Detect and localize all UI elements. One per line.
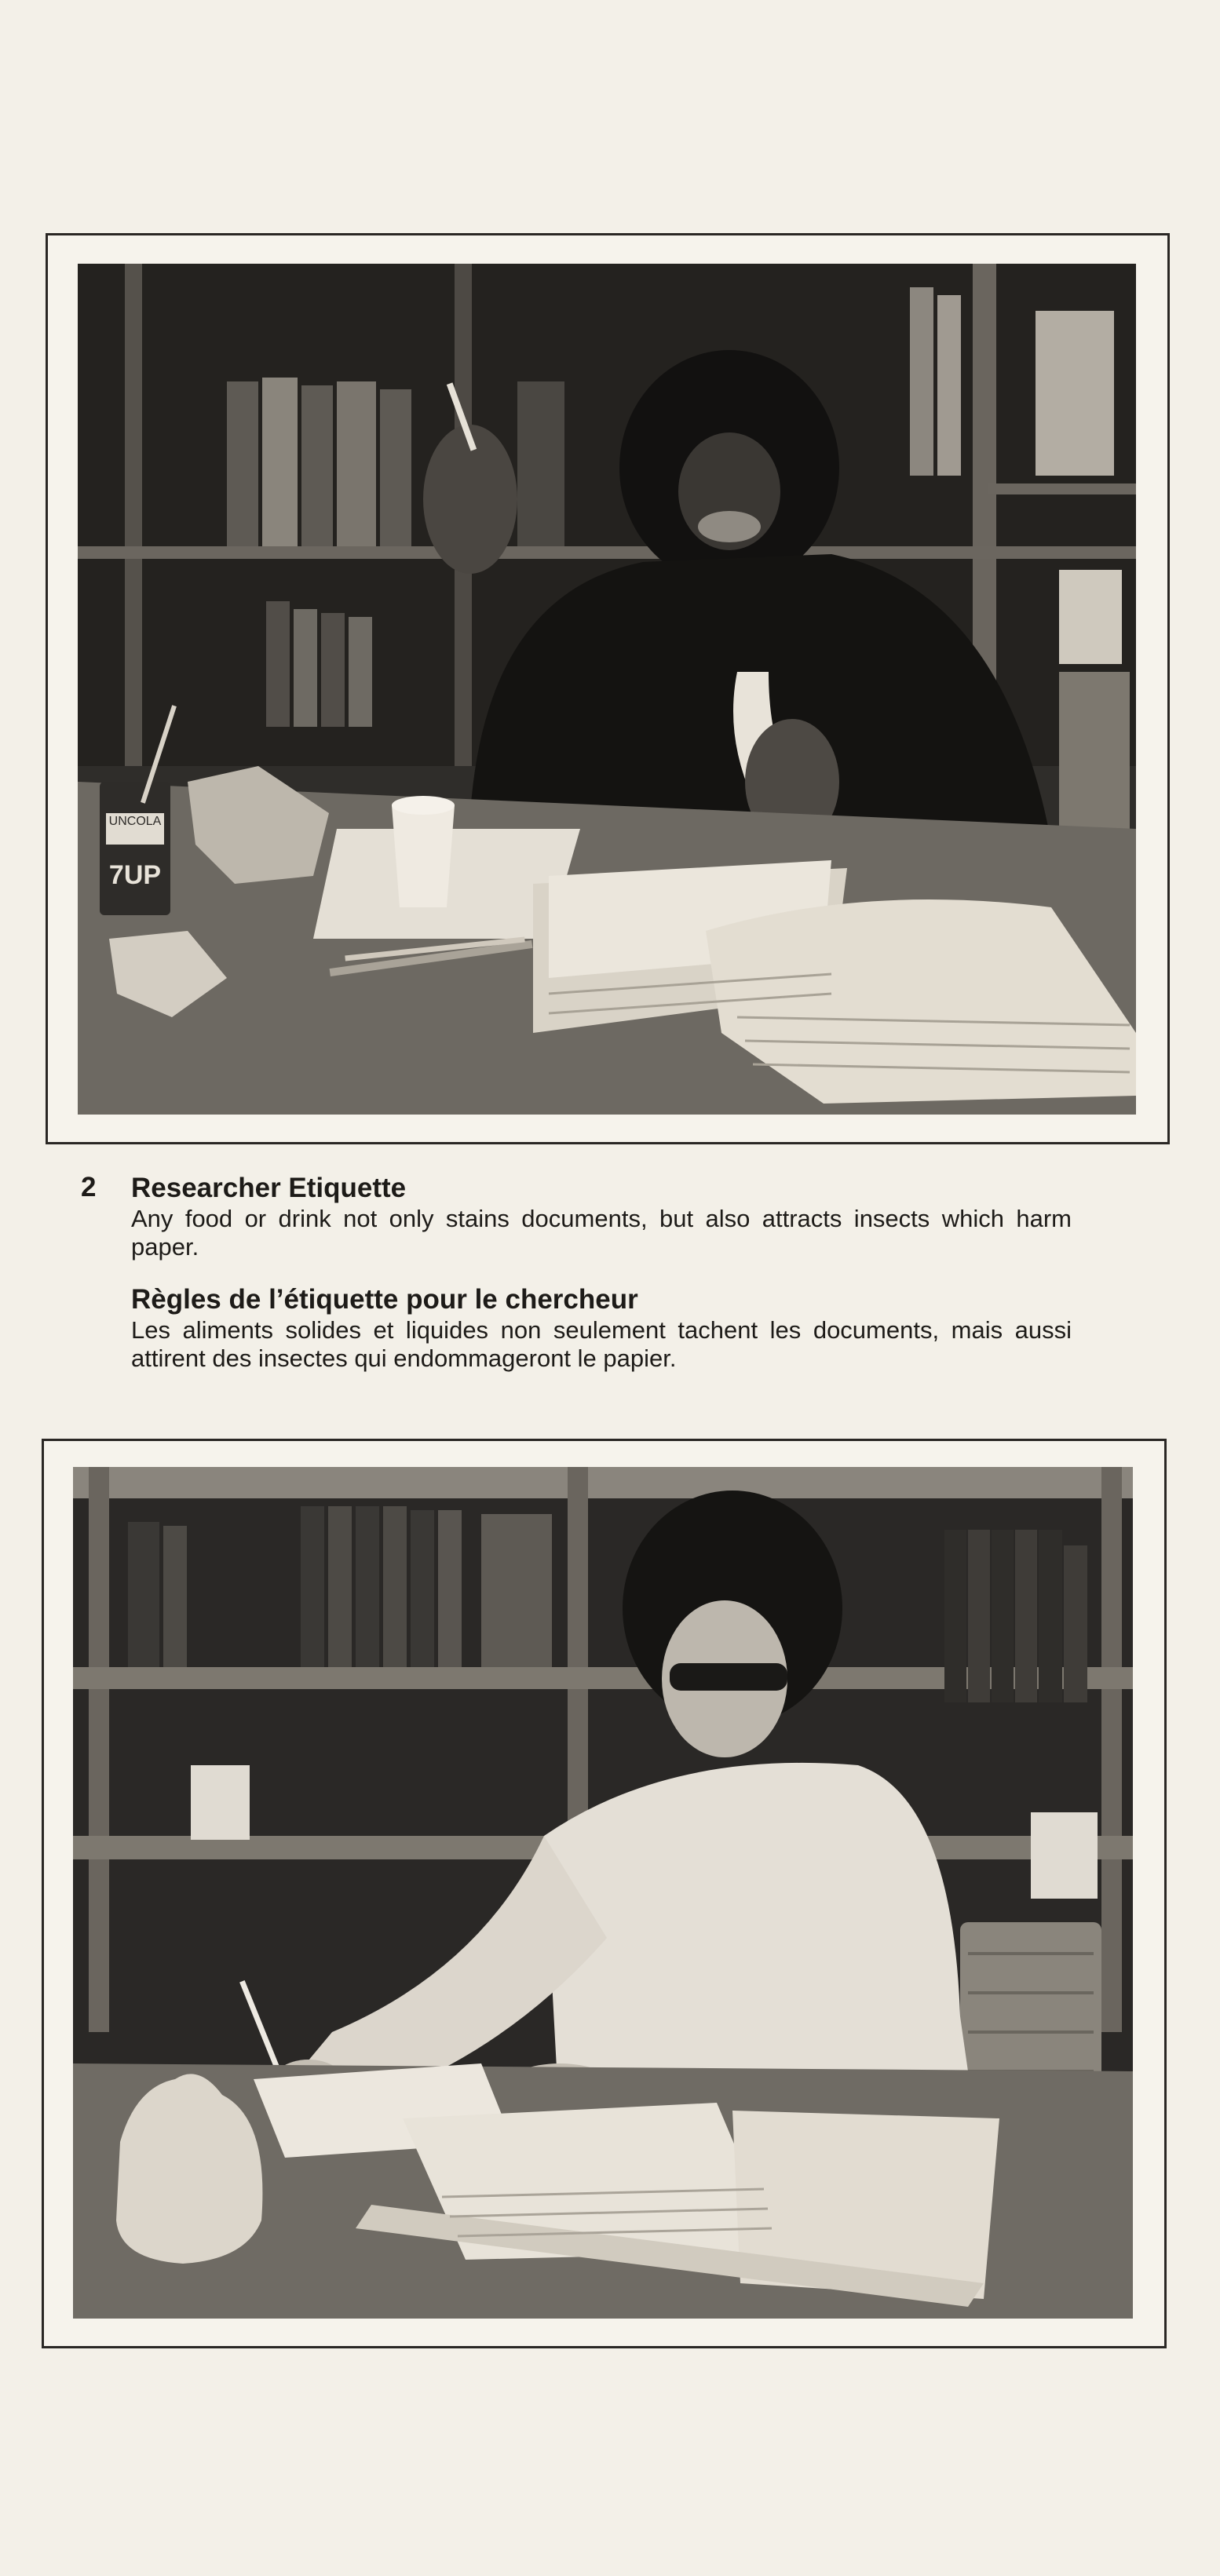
- caption-title-fr: Règles de l’étiquette pour le chercheur: [131, 1284, 638, 1315]
- can-brand-label: 7UP: [108, 860, 162, 890]
- can-sub-label: UNCOLA: [108, 815, 162, 828]
- photo-gorilla-researcher: [78, 264, 1136, 1115]
- caption-text-fr: Les aliments solides et liquides non seulement tachent les documents, mais aussi attirent des insectes qui endommageront le papier.: [131, 1316, 1072, 1372]
- caption-text-en: Any food or drink not only stains documents, but also attracts insects which harm paper.: [131, 1205, 1072, 1261]
- caption-title-en: Researcher Etiquette: [131, 1173, 407, 1203]
- caption-number: 2: [81, 1172, 97, 1202]
- photo-woman-researcher: [73, 1467, 1133, 2319]
- caption-block: [82, 1172, 1072, 1376]
